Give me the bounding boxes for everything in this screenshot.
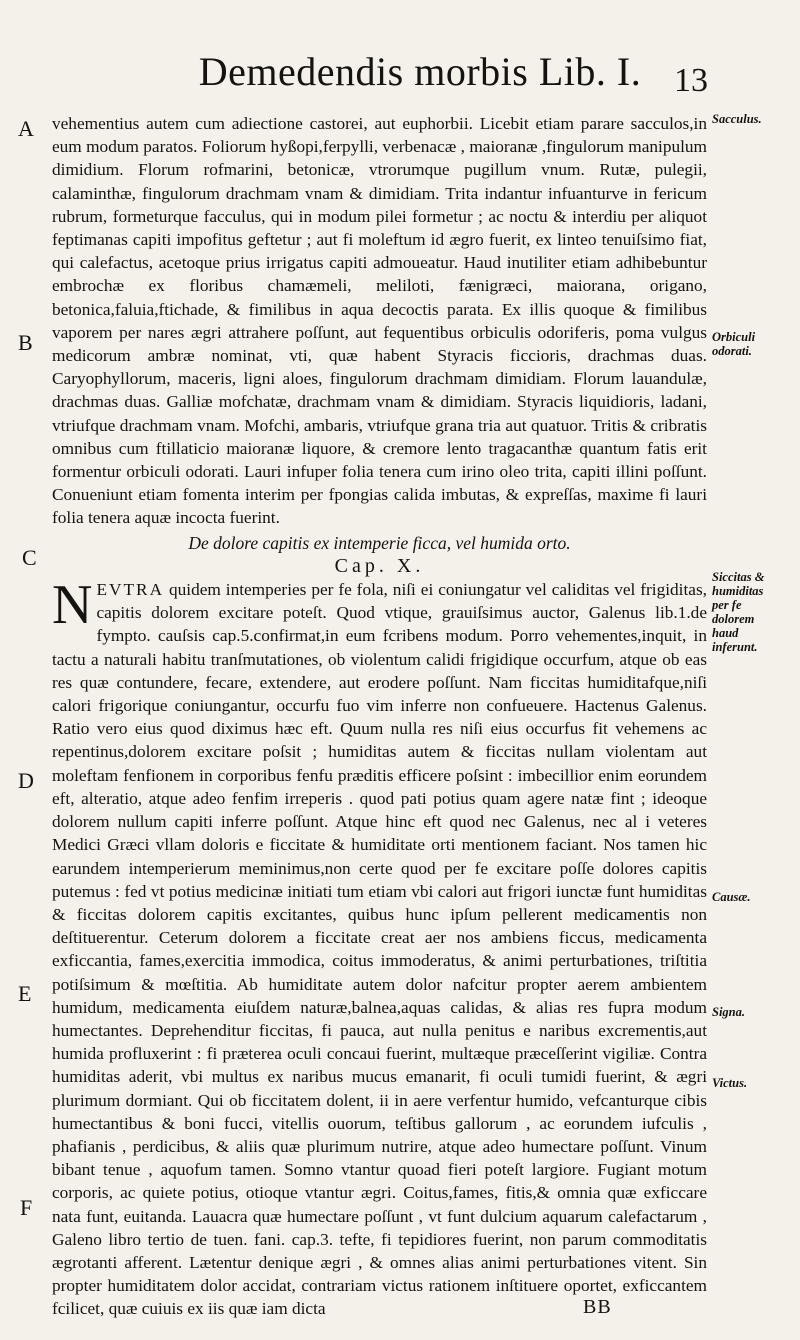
margin-letter-f: F — [20, 1195, 33, 1220]
margin-letter-c: C — [22, 545, 37, 570]
margin-letter-a: A — [18, 116, 34, 141]
signature-mark: BB — [583, 1296, 612, 1318]
chapter-text: quidem intemperies per fe fola, niſi ei coniungatur vel caliditas vel frigiditas, capitis dolorem excitare poteſt. Quod vtique, grauiſsimus auctor, Galenus lib.1.de fympto. cauſsis cap.5.confirmat,in eum fcribens modum. Porro vehementes,inquit, in tactu a naturali habitu tranſmutationes, ob violentum calidi frigidique occurfum, atque ob eas res quæ contundere, fecare, extendere, aut erodere poſſunt. Nam ficcitas humiditafque,niſi calori frigorique coniungantur, occurfu fuo vim inferre non confueuere. Hactenus Galenus. Ratio vero eius quod diximus hæc eft. Quum nulla res niſi eius occurfus fit vehemens ac repentinus,dolorem excitare poſsit ; humiditas autem & ficcitas nullam violentam aut moleftam fenfionem in corporibus fenfu præditis efficere poſsint : imbecillior enim eorundem eft, alteratio, atque adeo fenfim irreperis . quod pati potius quam agere natæ fint ; ideoque dolorem nullum capiti inferre poſſunt. Atque hinc eft quod nec Galenus, nec al i veteres Medici Græci vllam doloris e ficcitate & humiditate orti mentionem faciant. Nos tamen hic earundem intemperierum meminimus,non certe quod per fe excitare poſſe dolores capitis putemus : fed vt potius medicinæ initiati tum etiam vbi calori aut frigori iunctæ funt humiditas & ficcitas dolorem capitis excitantes, quibus hunc ipſum pellerent medicamentis non deſtituerentur. Ceterum dolorem a ficcitate creat aer nos ambiens ficcus, medicamenta exficcantia, fames,exercitia immodica, coitus immoderatus, & animi perturbationes, triſtitia potiſsimum & mœſtitia. Ab humiditate autem dolor nafcitur propter aerem ambientem humidum, medicamenta eiuſdem naturæ,balnea,aquas calidas, & alias res fupra modum humectantes. Deprehenditur ficcitas, fi pauca, aut nulla penitus e naribus excrementis,aut humida profluxerint : fi præterea oculi concaui fuerint, multæque præceſſerint vigiliæ. Contra humiditas aderit, vbi multus ex naribus mucus emanarit, fi oculi tumidi fuerint, & ægri plurimum dormiant. Qui ob ficcitatem dolent, ii in aere verfentur humido, vefcanturque cibis humectantibus & boni fucci, vitellis ouorum, teſtibus gallorum , ac eorundem iufculis , phafianis , perdicibus, & aliis quæ plurimum nutrire, atque adeo humectare poſſunt. Vinum bibant tenue , aquofum tamen. Somno vtantur quoad fieri poteſt largiore. Fugiant motum corporis, ac quiete potius, otioque vtantur ægri. Coitus,fames, fitis,& omnia quæ exficcare nata funt, euitanda. Lauacra quæ humectare poſſunt , vt funt dulcium aquarum calefactarum , Galeno libro tertio de tuen. fani. cap.3. tefte, fi tepidiores fuerint, non parum commoditatis ægrotanti afferent. Lætentur denique ægri , & omnes alias animi perturbationes vitent. Sin propter humiditatem dolor accidat, contrariam victus rationem inſtituere oportet, exficcantem fcilicet, quæ cuiuis ex iis quæ iam dicta — [52, 580, 707, 1319]
drop-capital: N — [52, 574, 93, 637]
chapter-heading: De dolore capitis ex intemperie ficca, vel humida orto. — [188, 532, 571, 553]
page-number: 13 — [674, 62, 708, 99]
sidenote-orbiculi: Orbiculi odorati. — [712, 330, 756, 358]
chapter-number: Cap. X. — [334, 554, 425, 577]
sidenote-victus: Victus. — [712, 1076, 748, 1090]
paragraph-sacculus: vehementius autem cum adiectione castorei, aut euphorbii. Licebit etiam parare sacculos,in eum modum paratos. Foliorum hyßopi,ferpylli, verbenacæ , maioranæ ,fingulorum manipulum dimidium. Florum rofmarini, betonicæ, vtrorumque pugillum vnum. Rutæ, pulegii, calaminthæ, fingulorum drachmam vnam & dimidiam. Trita indantur infuanturve in fericum rubrum, formeturque facculus, qui in modum pilei formetur ; ac noctu & interdiu per aliquot feptimanas capiti impofitus geftetur ; aut fi moleftum id ægro fuerit, ex linteo tenuiſsimo fiat, qui calefactus, acetoque prius irrigatus capiti admoueatur. Haud inutiliter etiam adhibebuntur embrochæ ex floribus chamæmeli, meliloti, fænigræci, maiorana, origano, betonica,faluia,ftichade, & fimilibus in aqua decoctis parata. Ex illis quoque & fimilibus vaporem per nares ægri attrahere poſſunt, aut fequentibus orbiculis odoriferis, poma vulgus medicorum ambræ nominat, vti, quæ habent Styracis ficcioris, drachmas duas. Caryophyllorum, maceris, ligni aloes, fingulorum drachmam dimidiam. Florum lauandulæ, drachmas duas. Galliæ mofchatæ, drachmam vnam & dimidiam. Styracis liquidioris, ladani, vtriufque drachmam vnam. Mofchi, ambaris, vtriufque grana tria aut quatuor. Tritis & cribratis omnibus cum ftillaticio maioranæ liquore, & cremore lento tragacanthæ quantum fatis erit formentur orbiculi odorati. Lauri infuper folia tenera cum irino oleo trita, capiti illini poſſunt. Conueniunt etiam fomenta interim per fpongias calida imbutas, & expreſſas, maxime fi lauri folia tenera aquæ incocta fuerint. — [52, 114, 707, 528]
running-title: Demedendis morbis Lib. I. — [198, 49, 642, 94]
sidenote-sacculus: Sacculus. — [712, 112, 762, 126]
sidenote-siccitas: Siccitas & humiditas per fe dolorem haud inferunt. — [712, 570, 765, 654]
margin-letter-b: B — [18, 330, 33, 355]
first-word: EVTRA — [96, 580, 165, 600]
sidenote-causae: Causæ. — [712, 890, 751, 904]
main-text — [52, 112, 707, 1321]
sidenote-signa: Signa. — [712, 1005, 746, 1019]
margin-letter-d: D — [18, 768, 34, 793]
paragraph-chapter-x — [52, 574, 707, 1321]
margin-letter-e: E — [18, 981, 32, 1006]
